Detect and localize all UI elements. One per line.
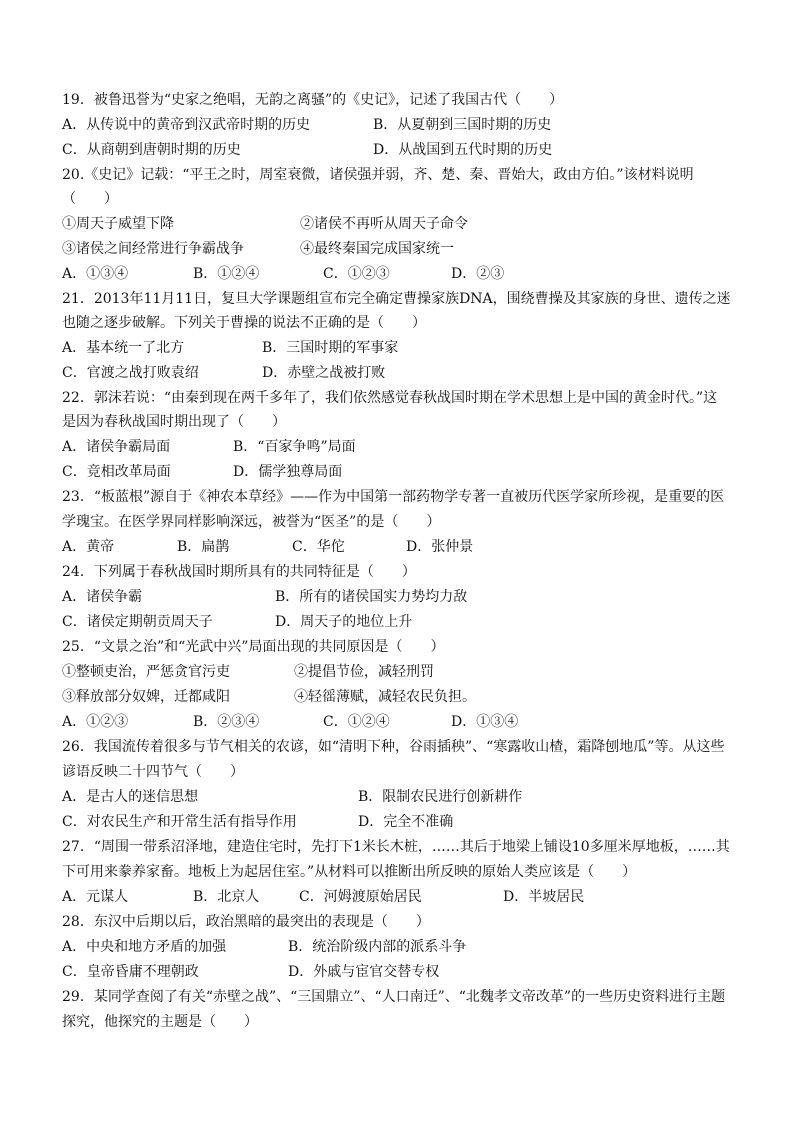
q29-stem: 29．某同学查阅了有关“赤壁之战”、“三国鼎立”、“人口南迁”、“北魏孝文帝改革”的一些历史资料进行主题 — [62, 989, 726, 1005]
q27-option-c: C．河姆渡原始居民 — [299, 889, 422, 905]
q21-stem-cont: 也随之逐步破解。下列关于曹操的说法不正确的是（ ） — [62, 315, 426, 331]
q27-stem-cont: 下可用来豢养家畜。地板上为起居住室。”从材料可以推断出所反映的原始人类应该是（ ） — [62, 864, 637, 880]
q23-option-a: A．黄帝 — [62, 539, 115, 555]
q20-option-a: A．①③④ — [62, 266, 129, 282]
q22-stem: 22．郭沫若说：“由秦到现在两千多年了，我们依然感觉春秋战国时期在学术思想上是中国的黄金时代。”这 — [62, 390, 718, 406]
q23-option-d: D．张仲景 — [406, 539, 474, 555]
q20-option-c: C．①②③ — [323, 266, 390, 282]
q27-stem: 27．“周围一带系沼泽地，建造住宅时，先打下1米长木桩，……其后于地梁上铺设10多厘米厚地板，……其 — [62, 839, 730, 855]
q19-option-c: C．从商朝到唐朝时期的历史 — [62, 142, 241, 158]
q26-option-a: A．是古人的迷信思想 — [62, 789, 199, 805]
q21-stem: 21．2013年11月11日，复旦大学课题组宣布完全确定曹操家族DNA，围绕曹操及其家族的身世、遗传之迷 — [62, 291, 731, 307]
q25-statement-2: ②提倡节俭，减轻刑罚 — [294, 664, 434, 680]
q20-statement-3: ③诸侯之间经常进行争霸战争 — [62, 241, 244, 257]
q26-option-d: D．完全不准确 — [358, 814, 454, 830]
q25-option-c: C．①②④ — [323, 714, 390, 730]
q19-option-a: A．从传说中的黄帝到汉武帝时期的历史 — [62, 117, 311, 133]
q19-option-b: B．从夏朝到三国时期的历史 — [373, 117, 552, 133]
q23-option-b: B．扁鹊 — [177, 539, 230, 555]
q21-option-d: D．赤壁之战被打败 — [262, 365, 386, 381]
q25-statement-1: ①整顿吏治，严惩贪官污吏 — [62, 664, 230, 680]
q23-stem-cont: 学瑰宝。在医学界同样影响深远，被誉为“医圣”的是（ ） — [62, 514, 441, 530]
q25-option-a: A．①②③ — [62, 714, 129, 730]
q25-option-d: D．①③④ — [451, 714, 519, 730]
q23-option-c: C．华佗 — [292, 539, 345, 555]
q20-statement-2: ②诸侯不再听从周天子命令 — [300, 216, 468, 232]
q26-option-b: B．限制农民进行创新耕作 — [358, 789, 523, 805]
q22-option-a: A．诸侯争霸局面 — [62, 439, 171, 455]
q27-option-a: A．元谋人 — [62, 889, 129, 905]
q22-option-d: D．儒学独尊局面 — [233, 464, 343, 480]
q23-stem: 23．“板蓝根”源自于《神农本草经》——作为中国第一部药物学专著一直被历代医学家所珍视，是重要的医 — [62, 489, 725, 505]
q27-option-b: B．北京人 — [193, 889, 260, 905]
q24-option-a: A．诸侯争霸 — [62, 589, 143, 605]
q28-option-d: D．外戚与宦官交替专权 — [288, 964, 440, 980]
q28-option-c: C．皇帝昏庸不理朝政 — [62, 964, 199, 980]
q28-option-a: A．中央和地方矛盾的加强 — [62, 939, 227, 955]
q21-option-a: A．基本统一了北方 — [62, 340, 185, 356]
q25-option-b: B．②③④ — [193, 714, 260, 730]
q26-stem-cont: 谚语反映二十四节气（ ） — [62, 764, 244, 780]
q24-option-d: D．周天子的地位上升 — [275, 614, 413, 630]
q24-stem: 24．下列属于春秋战国时期所具有的共同特征是（ ） — [62, 564, 416, 580]
q28-option-b: B．统治阶级内部的派系斗争 — [288, 939, 467, 955]
q20-stem: 20.《史记》记载：“平王之时，周室衰微，诸侯强并弱，齐、楚、秦、晋始大，政由方伯。”该材料说明 — [62, 167, 694, 183]
q22-stem-cont: 是因为春秋战国时期出现了（ ） — [62, 414, 286, 430]
q21-option-b: B．三国时期的军事家 — [262, 340, 399, 356]
q25-statement-4: ④轻徭薄赋，减轻农民负担。 — [294, 689, 476, 705]
q29-stem-cont: 探究，他探究的主题是（ ） — [62, 1014, 258, 1030]
q28-stem: 28．东汉中后期以后，政治黑暗的最突出的表现是（ ） — [62, 914, 430, 930]
q20-stem-cont: （ ） — [62, 191, 118, 207]
q24-option-b: B．所有的诸侯国实力势均力敌 — [275, 589, 468, 605]
q25-statement-3: ③释放部分奴婢，迁都咸阳 — [62, 689, 230, 705]
q20-option-b: B．①②④ — [193, 266, 260, 282]
q26-option-c: C．对农民生产和开常生活有指导作用 — [62, 814, 297, 830]
q26-stem: 26．我国流传着很多与节气相关的农谚，如“清明下种，谷雨插秧”、“寒露收山楂，霜降刨地瓜”等。从这些 — [62, 739, 725, 755]
q25-stem: 25．“文景之治”和“光武中兴”局面出现的共同原因是（ ） — [62, 639, 445, 655]
q27-option-d: D．半坡居民 — [503, 889, 585, 905]
q19-stem: 19．被鲁迅誉为“史家之绝唱，无韵之离骚”的《史记》，记述了我国古代（ ） — [62, 92, 564, 108]
q20-option-d: D．②③ — [451, 266, 505, 282]
q22-option-c: C．竞相改革局面 — [62, 464, 171, 480]
q22-option-b: B．“百家争鸣”局面 — [233, 439, 356, 455]
q20-statement-1: ①周天子威望下降 — [62, 216, 174, 232]
q20-statement-4: ④最终秦国完成国家统一 — [300, 241, 454, 257]
q21-option-c: C．官渡之战打败袁绍 — [62, 365, 199, 381]
q24-option-c: C．诸侯定期朝贡周天子 — [62, 614, 213, 630]
q19-option-d: D．从战国到五代时期的历史 — [373, 142, 553, 158]
